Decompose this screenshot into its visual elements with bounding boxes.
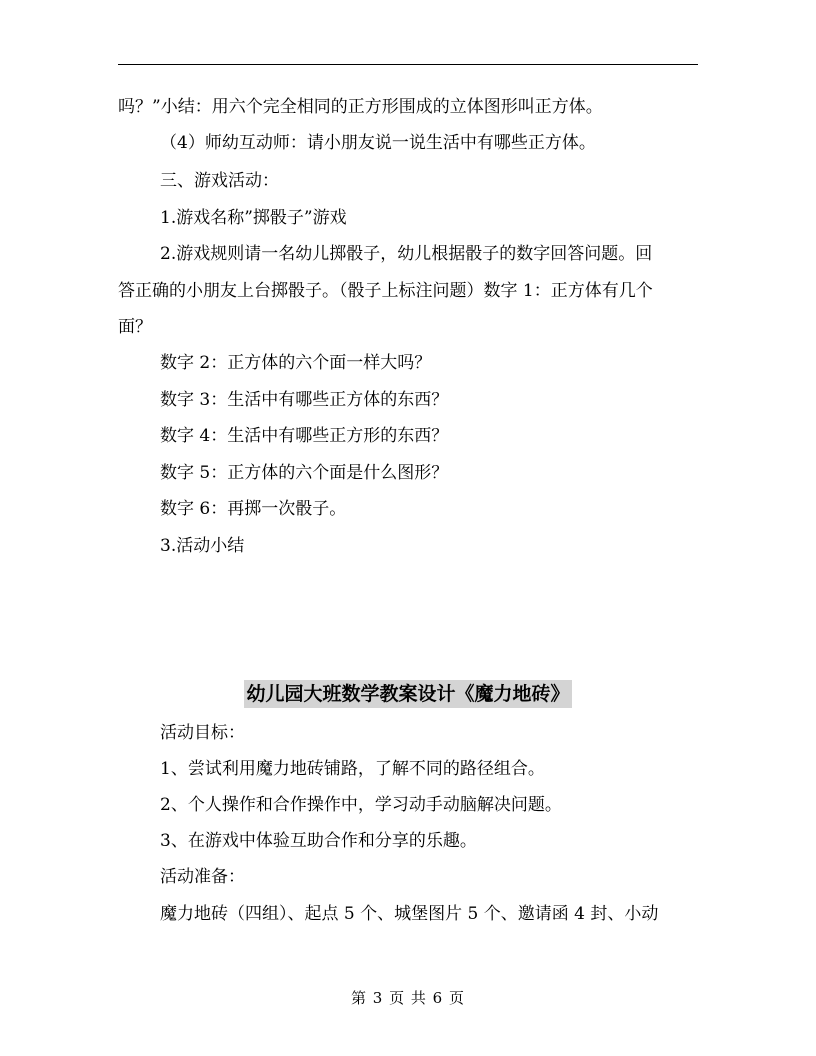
body-line-9: 数字 3：生活中有哪些正方体的东西？ xyxy=(160,390,449,410)
section-line-2: 1、尝试利用魔力地砖铺路，了解不同的路径组合。 xyxy=(160,759,545,779)
section-line-5: 活动准备： xyxy=(160,867,245,887)
section-title-wrap xyxy=(0,680,816,708)
section-line-4: 3、在游戏中体验互助合作和分享的乐趣。 xyxy=(160,831,477,851)
section-line-1: 活动目标： xyxy=(160,723,245,743)
body-line-8: 数字 2：正方体的六个面一样大吗？ xyxy=(160,353,432,373)
body-line-5: 2.游戏规则请一名幼儿掷骰子，幼儿根据骰子的数字回答问题。回 xyxy=(160,244,653,264)
body-line-6: 答正确的小朋友上台掷骰子。（骰子上标注问题）数字 1：正方体有几个 xyxy=(118,281,653,301)
body-line-4: 1.游戏名称”掷骰子”游戏 xyxy=(160,208,347,228)
section-line-3: 2、个人操作和合作操作中，学习动手动脑解决问题。 xyxy=(160,795,562,815)
section-line-6: 魔力地砖（四组）、起点 5 个、城堡图片 5 个、邀请函 4 封、小动 xyxy=(160,904,659,924)
body-line-7: 面？ xyxy=(118,317,152,337)
body-line-3: 三、游戏活动： xyxy=(160,171,279,191)
header-rule xyxy=(118,64,698,65)
body-line-12: 数字 6：再掷一次骰子。 xyxy=(160,499,347,519)
body-line-1: 吗？”小结：用六个完全相同的正方形围成的立体图形叫正方体。 xyxy=(118,97,603,117)
body-line-2: （4）师幼互动师：请小朋友说一说生活中有哪些正方体。 xyxy=(160,133,596,153)
body-line-10: 数字 4：生活中有哪些正方形的东西？ xyxy=(160,426,449,446)
page-number-footer: 第 3 页 共 6 页 xyxy=(351,989,465,1007)
body-line-11: 数字 5：正方体的六个面是什么图形？ xyxy=(160,463,449,483)
body-line-13: 3.活动小结 xyxy=(160,536,245,556)
section-title: 幼儿园大班数学教案设计《魔力地砖》 xyxy=(244,680,571,708)
